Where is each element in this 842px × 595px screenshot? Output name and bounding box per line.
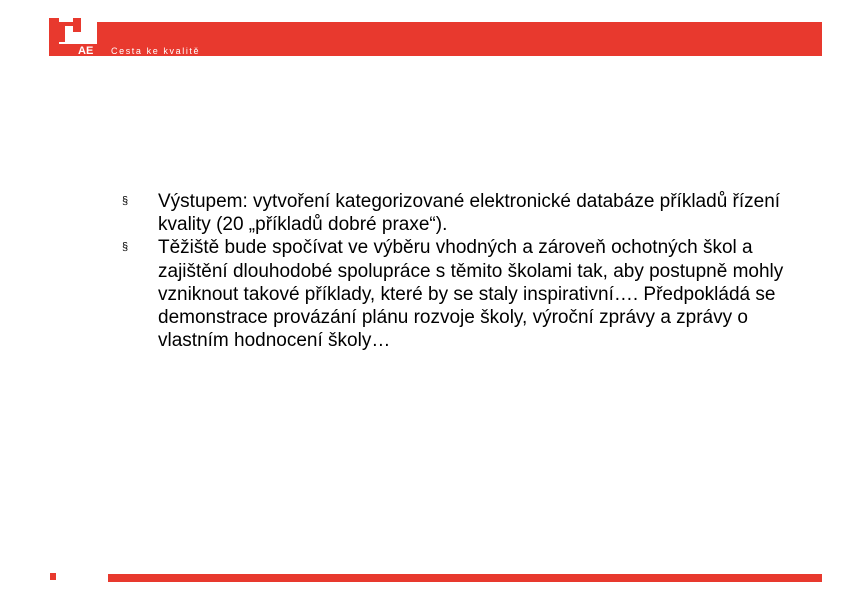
list-item <box>115 190 815 236</box>
logo-text: AE <box>78 45 94 56</box>
header-bar <box>97 22 822 56</box>
header-tagline: Cesta ke kvalitě <box>111 46 201 56</box>
logo-p-icon <box>49 18 97 56</box>
square-bullet-icon: § <box>122 241 129 254</box>
list-item <box>115 236 815 352</box>
project-logo <box>49 18 97 56</box>
list-item-text: Těžiště bude spočívat ve výběru vhodných a zároveň ochotných škol a zajištění dlouhodobé spolupráce s těmito školami tak, aby postupně mohly vzniknout takové příklady, které by se staly inspirativní…. Předpokládá se demonstrace provázání plánu rozvoje školy, výroční zprávy a zprávy o vlastním hodnocení školy… <box>158 237 784 352</box>
bullet-list <box>115 190 815 352</box>
list-item-text: Výstupem: vytvoření kategorizované elektronické databáze příkladů řízení kvality (20 „příkladů dobré praxe“). <box>158 191 781 236</box>
footer-bar <box>108 574 822 582</box>
footer-square <box>50 573 56 580</box>
square-bullet-icon: § <box>122 195 129 207</box>
